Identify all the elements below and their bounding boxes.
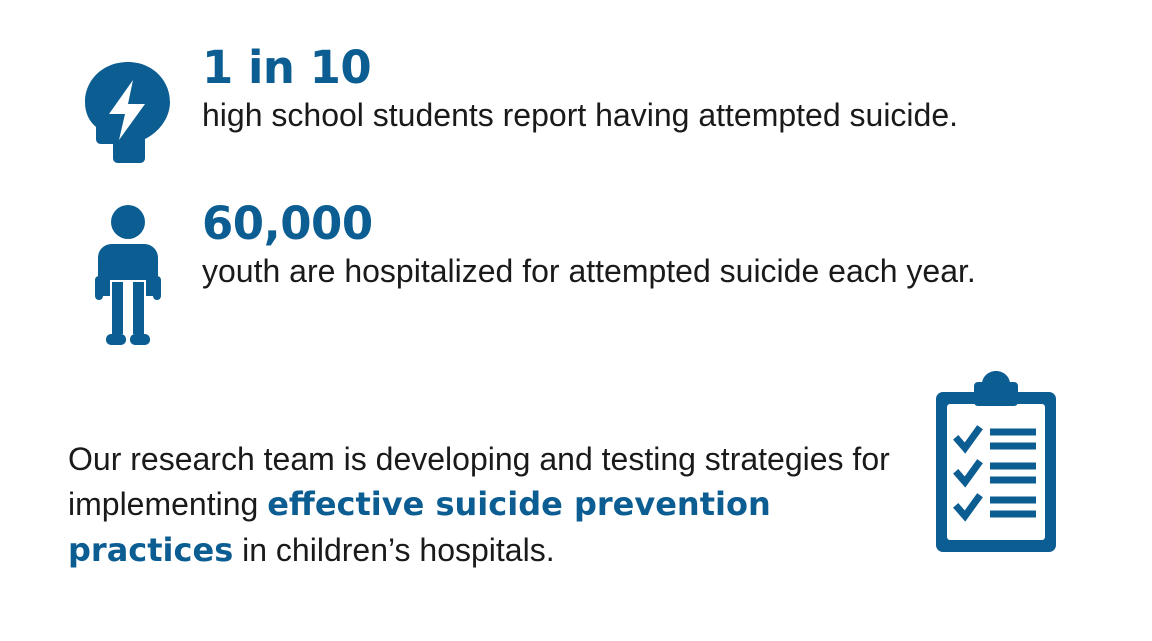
stat-number: 1 in 10 (202, 41, 372, 94)
stat-text-group (188, 197, 976, 293)
clipboard-checklist-icon (930, 370, 1062, 560)
summary-emphasis-text: effective suicide prevention practices (68, 485, 771, 569)
summary-trailing-text: in children’s hospitals. (233, 531, 555, 568)
stat-description: youth are hospitalized for attempted suicide each year. (202, 253, 976, 290)
summary-lead-text: Our research team is developing and testing strategies for implementing (68, 441, 890, 523)
stat-block-youth-hospitalized (68, 197, 1048, 356)
person-figure-icon (68, 200, 188, 356)
head-with-lightning-bolt-icon (68, 44, 188, 164)
stat-block-high-school-students (68, 41, 1048, 164)
stat-number: 60,000 (202, 197, 373, 250)
stat-description: high school students report having attempted suicide. (202, 97, 959, 134)
stat-text-group (188, 41, 959, 137)
summary-paragraph (68, 437, 898, 573)
